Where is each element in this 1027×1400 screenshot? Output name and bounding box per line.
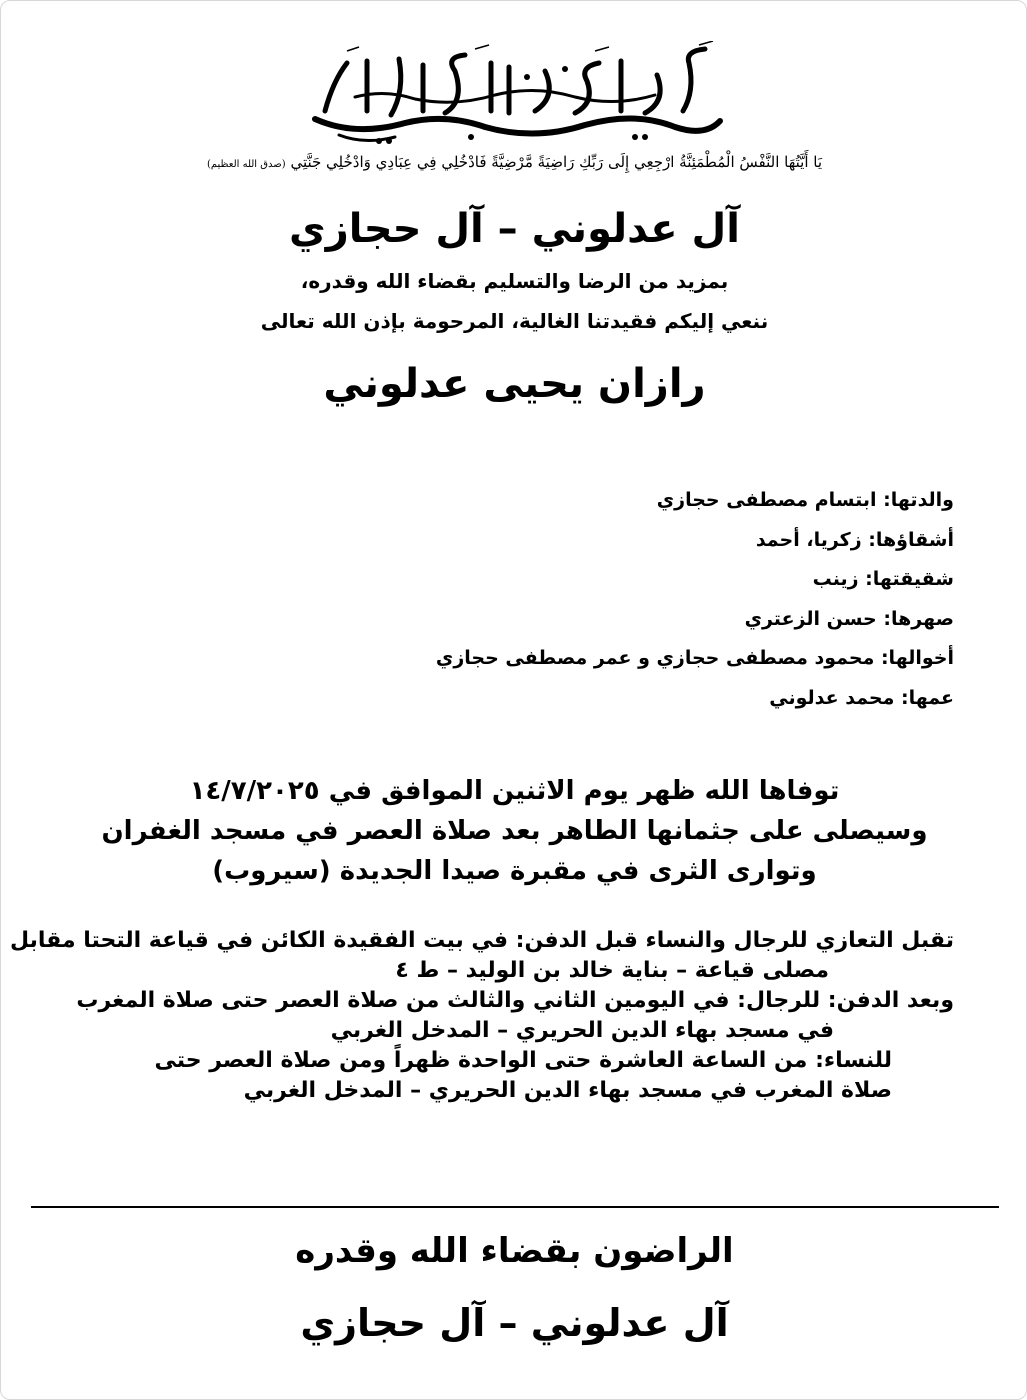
closing-line-1: الراضون بقضاء الله وقدره	[295, 1231, 734, 1271]
quran-verse	[1, 153, 1027, 171]
verse-source: (صدق الله العظيم)	[206, 159, 286, 170]
condolences-after-burial-men: وبعد الدفن: للرجال: في اليومين الثاني والثالث من صلاة العصر حتى صلاة المغرب	[76, 988, 954, 1013]
condolences-women: للنساء: من الساعة العاشرة حتى الواحدة ظهراً ومن صلاة العصر حتى	[154, 1048, 892, 1073]
death-info	[1, 771, 1027, 891]
relative-sister: شقيقتها: زينب	[812, 568, 954, 590]
verse-text: يَا أَيَّتُهَا النَّفْسُ الْمُطْمَئِنَّةُ ارْجِعِي إِلَى رَبِّكِ رَاضِيَةً مَّرْضِيَّةً فَادْخُلِي فِي عِبَادِي وَادْخُلِي جَنَّتِي	[290, 153, 823, 171]
deceased-name: رازان يحيى عدلوني	[323, 361, 706, 407]
relative-brother-in-law: صهرها: حسن الزعتري	[744, 607, 954, 630]
condolences-address: مصلى قياعة – بناية خالد بن الوليد – ط ٤	[395, 958, 829, 983]
relative-maternal-uncles: أخوالها: محمود مصطفى حجازي و عمر مصطفى حجازي	[435, 647, 954, 669]
intro-line-2: ننعي إليكم فقيدتنا الغالية، المرحومة بإذن الله تعالى	[260, 309, 769, 333]
condolences-men-location: في مسجد بهاء الدين الحريري – المدخل الغربي	[330, 1018, 834, 1043]
burial-line: وتوارى الثرى في مقبرة صيدا الجديدة (سيروب)	[212, 856, 817, 886]
relatives-list	[254, 481, 954, 718]
calligraphy-image	[295, 41, 735, 151]
condolences-before-burial: تقبل التعازي للرجال والنساء قبل الدفن: في بيت الفقيدة الكائن في قياعة التحتا مقابل	[9, 928, 954, 953]
relative-mother: والدتها: ابتسام مصطفى حجازي	[656, 489, 954, 511]
closing-families: آل عدلوني – آل حجازي	[300, 1301, 729, 1345]
condolences-info	[9, 926, 954, 1106]
condolences-women-location: صلاة المغرب في مسجد بهاء الدين الحريري – المدخل الغربي	[243, 1078, 892, 1103]
families-heading: آل عدلوني – آل حجازي	[289, 206, 740, 252]
relative-brothers: أشقاؤها: زكريا، أحمد	[755, 528, 954, 551]
prayer-line: وسيصلى على جثمانها الطاهر بعد صلاة العصر في مسجد الغفران	[101, 816, 928, 846]
divider-line	[31, 1206, 999, 1208]
calligraphy-header	[1, 41, 1027, 151]
intro-line-1: بمزيد من الرضا والتسليم بقضاء الله وقدره،	[300, 269, 729, 293]
relative-paternal-uncle: عمها: محمد عدلوني	[769, 686, 954, 709]
death-date-line: توفاها الله ظهر يوم الاثنين الموافق في ١٤/٧/٢٠٢٥	[189, 776, 840, 806]
